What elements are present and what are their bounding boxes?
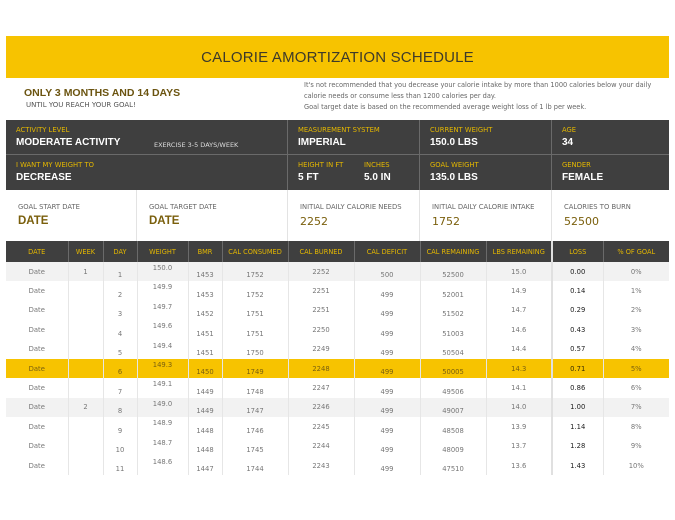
day-cell: 9 [103, 417, 137, 436]
bmr-cell: 1453 [188, 262, 222, 281]
pct-goal-cell: 9% [630, 442, 642, 451]
weight-cell: 149.4 [137, 340, 188, 359]
cal-burned-cell: 2252 [288, 262, 354, 281]
pct-goal-cell: 0% [603, 262, 669, 281]
pct-goal-cell: 4% [630, 345, 642, 354]
week-cell [68, 281, 103, 300]
col-lbs-remaining[interactable]: LBS REMAINING [486, 241, 552, 262]
cal-burned-cell: 2247 [288, 378, 354, 397]
cal-remaining-cell: 48508 [420, 417, 486, 436]
measurement-system-value[interactable]: IMPERIAL [298, 137, 346, 148]
pct-goal-cell: 3% [630, 325, 642, 334]
table-row [6, 456, 669, 475]
age-field[interactable] [552, 120, 669, 155]
loss-cell: 0.43 [552, 320, 603, 339]
date-cell: Date [6, 340, 68, 359]
goal-target-date-cell [137, 190, 288, 241]
cal-burned-cell: 2248 [288, 359, 354, 378]
table-row [6, 398, 669, 417]
date-cell: Date [6, 417, 68, 436]
goals-panel [6, 190, 669, 241]
cal-remaining-cell: 52500 [420, 262, 486, 281]
date-cell: Date [6, 359, 68, 378]
pct-goal-cell: 1% [630, 287, 642, 296]
profile-row-2 [6, 155, 669, 190]
cal-consumed-cell: 1751 [222, 320, 288, 339]
col-day[interactable]: DAY [103, 241, 137, 262]
daily-needs-cell [288, 190, 420, 241]
schedule-table [6, 241, 669, 475]
pct-goal-cell: 7% [603, 398, 669, 417]
col-cal-remaining[interactable]: CAL REMAINING [420, 241, 486, 262]
weight-direction-label: I WANT MY WEIGHT TO [16, 161, 94, 169]
cal-remaining-cell: 48009 [420, 437, 486, 456]
height-in-label: INCHES [364, 161, 390, 169]
profile-row-1 [6, 120, 669, 155]
day-cell: 10 [103, 437, 137, 456]
profile-panel [6, 120, 669, 190]
day-cell: 8 [103, 398, 137, 417]
activity-level-detail: EXERCISE 3-5 DAYS/WEEK [154, 141, 239, 149]
cal-deficit-cell: 499 [354, 301, 420, 320]
weight-cell: 149.7 [137, 301, 188, 320]
cal-burned-cell: 2251 [288, 301, 354, 320]
calories-to-burn-value: 52500 [564, 215, 599, 228]
current-weight-field[interactable] [420, 120, 552, 155]
weight-direction-field[interactable] [6, 155, 288, 190]
day-cell: 6 [103, 359, 137, 378]
week-cell [68, 359, 103, 378]
loss-cell: 1.00 [552, 398, 603, 417]
weight-cell: 148.9 [137, 417, 188, 436]
cal-burned-cell: 2243 [288, 456, 354, 475]
table-row [6, 417, 669, 436]
bmr-cell: 1453 [188, 281, 222, 300]
cal-deficit-cell: 499 [354, 456, 420, 475]
lbs-remaining-cell: 13.9 [486, 417, 552, 436]
time-to-goal-subline: UNTIL YOU REACH YOUR GOAL! [26, 101, 136, 109]
col-week[interactable]: WEEK [68, 241, 103, 262]
loss-cell: 1.28 [552, 437, 603, 456]
lbs-remaining-cell: 13.7 [486, 437, 552, 456]
current-weight-label: CURRENT WEIGHT [430, 126, 493, 134]
weight-cell: 149.0 [137, 398, 188, 417]
bmr-cell: 1452 [188, 301, 222, 320]
cal-burned-cell: 2246 [288, 398, 354, 417]
col-cal-deficit[interactable]: CAL DEFICIT [354, 241, 420, 262]
table-row [6, 320, 669, 339]
time-to-goal-headline: ONLY 3 MONTHS AND 14 DAYS [24, 87, 181, 99]
loss-cell: 0.71 [552, 359, 603, 378]
note-line-1: It's not recommended that you decrease your calorie intake by more than 1000 calories below your daily calorie needs or consume less than 1200 calories per day. [304, 81, 652, 100]
schedule-header-row [6, 241, 669, 262]
date-cell: Date [6, 378, 68, 397]
lbs-remaining-cell: 13.6 [486, 456, 552, 475]
bmr-cell: 1447 [188, 456, 222, 475]
date-cell: Date [6, 301, 68, 320]
cal-remaining-cell: 50005 [420, 359, 486, 378]
date-cell: Date [6, 437, 68, 456]
date-cell: Date [6, 262, 68, 281]
weight-direction-value[interactable]: DECREASE [16, 172, 72, 183]
loss-cell: 0.00 [552, 262, 603, 281]
day-cell: 5 [103, 340, 137, 359]
cal-deficit-cell: 499 [354, 359, 420, 378]
bmr-cell: 1450 [188, 359, 222, 378]
measurement-system-field[interactable] [288, 120, 420, 155]
weight-cell: 148.6 [137, 456, 188, 475]
summary-section [6, 78, 669, 120]
height-field[interactable] [288, 155, 420, 190]
bmr-cell: 1449 [188, 378, 222, 397]
col-loss[interactable]: LOSS [552, 241, 603, 262]
cal-deficit-cell: 499 [354, 437, 420, 456]
gender-value[interactable]: FEMALE [562, 172, 604, 183]
cal-burned-cell: 2249 [288, 340, 354, 359]
cal-burned-cell: 2250 [288, 320, 354, 339]
cal-remaining-cell: 51003 [420, 320, 486, 339]
daily-needs-value: 2252 [300, 215, 328, 228]
cal-consumed-cell: 1749 [222, 359, 288, 378]
date-cell: Date [6, 281, 68, 300]
day-cell: 11 [103, 456, 137, 475]
bmr-cell: 1451 [188, 320, 222, 339]
gender-label: GENDER [562, 161, 591, 169]
day-cell: 3 [103, 301, 137, 320]
day-cell: 4 [103, 320, 137, 339]
height-ft-label: HEIGHT IN FT [298, 161, 344, 169]
day-cell: 1 [103, 262, 137, 281]
daily-needs-label: INITIAL DAILY CALORIE NEEDS [300, 203, 402, 211]
page-title: CALORIE AMORTIZATION SCHEDULE [201, 48, 474, 66]
age-label: AGE [562, 126, 577, 134]
cal-deficit-cell: 499 [354, 417, 420, 436]
week-cell [68, 301, 103, 320]
table-row [6, 378, 669, 397]
weight-cell: 149.6 [137, 320, 188, 339]
col-date[interactable]: DATE [6, 241, 68, 262]
loss-cell: 0.14 [552, 281, 603, 300]
cal-consumed-cell: 1751 [222, 301, 288, 320]
weight-cell: 149.1 [137, 378, 188, 397]
goal-weight-field[interactable] [420, 155, 552, 190]
col-cal-consumed[interactable]: CAL CONSUMED [222, 241, 288, 262]
daily-intake-cell [420, 190, 552, 241]
cal-deficit-cell: 499 [354, 340, 420, 359]
loss-cell: 1.14 [552, 417, 603, 436]
goal-start-date-cell [6, 190, 137, 241]
bmr-cell: 1448 [188, 437, 222, 456]
note-line-2: Goal target date is based on the recommended average weight loss of 1 lb per week. [304, 103, 587, 111]
cal-remaining-cell: 49506 [420, 378, 486, 397]
activity-level-value[interactable]: MODERATE ACTIVITY [16, 137, 121, 148]
goal-target-date-label: GOAL TARGET DATE [149, 203, 217, 211]
weight-cell: 150.0 [137, 262, 188, 281]
pct-goal-cell: 5% [603, 359, 669, 378]
week-cell [68, 437, 103, 456]
lbs-remaining-cell: 14.4 [486, 340, 552, 359]
cal-remaining-cell: 52001 [420, 281, 486, 300]
table-row [6, 340, 669, 359]
cal-deficit-cell: 500 [354, 262, 420, 281]
date-cell: Date [6, 456, 68, 475]
col-bmr[interactable]: BMR [188, 241, 222, 262]
cal-consumed-cell: 1752 [222, 262, 288, 281]
cal-consumed-cell: 1752 [222, 281, 288, 300]
col-cal-burned[interactable]: CAL BURNED [288, 241, 354, 262]
cal-burned-cell: 2244 [288, 437, 354, 456]
activity-level-label: ACTIVITY LEVEL [16, 126, 70, 134]
height-ft-value[interactable]: 5 FT [298, 172, 319, 183]
calories-to-burn-cell [552, 190, 669, 241]
col-pct-goal[interactable]: % OF GOAL [603, 241, 669, 262]
lbs-remaining-cell: 14.3 [486, 359, 552, 378]
table-row [6, 359, 669, 378]
cal-consumed-cell: 1745 [222, 437, 288, 456]
pct-goal-cell: 8% [630, 422, 642, 431]
recommendation-note [304, 80, 669, 113]
cal-consumed-cell: 1747 [222, 398, 288, 417]
goal-target-date-value: DATE [149, 215, 180, 227]
calories-to-burn-label: CALORIES TO BURN [564, 203, 631, 211]
weight-cell: 149.9 [137, 281, 188, 300]
daily-intake-value: 1752 [432, 215, 460, 228]
date-cell: Date [6, 398, 68, 417]
day-cell: 7 [103, 378, 137, 397]
week-cell [68, 456, 103, 475]
cal-remaining-cell: 49007 [420, 398, 486, 417]
col-weight[interactable]: WEIGHT [137, 241, 188, 262]
cal-consumed-cell: 1748 [222, 378, 288, 397]
cal-remaining-cell: 50504 [420, 340, 486, 359]
loss-cell: 1.43 [552, 456, 603, 475]
cal-remaining-cell: 51502 [420, 301, 486, 320]
height-in-value[interactable]: 5.0 IN [364, 172, 391, 183]
bmr-cell: 1451 [188, 340, 222, 359]
date-cell: Date [6, 320, 68, 339]
day-cell: 2 [103, 281, 137, 300]
goal-start-date-label: GOAL START DATE [18, 203, 80, 211]
loss-cell: 0.57 [552, 340, 603, 359]
current-weight-value[interactable]: 150.0 LBS [430, 137, 478, 148]
lbs-remaining-cell: 14.9 [486, 281, 552, 300]
week-cell: 1 [68, 262, 103, 281]
goal-weight-value[interactable]: 135.0 LBS [430, 172, 478, 183]
lbs-remaining-cell: 14.0 [486, 398, 552, 417]
cal-deficit-cell: 499 [354, 398, 420, 417]
table-row [6, 437, 669, 456]
table-row [6, 262, 669, 281]
goal-weight-label: GOAL WEIGHT [430, 161, 479, 169]
lbs-remaining-cell: 14.7 [486, 301, 552, 320]
loss-cell: 0.29 [552, 301, 603, 320]
cal-consumed-cell: 1744 [222, 456, 288, 475]
activity-level-field[interactable] [6, 120, 288, 155]
cal-consumed-cell: 1746 [222, 417, 288, 436]
loss-cell: 0.86 [552, 378, 603, 397]
bmr-cell: 1448 [188, 417, 222, 436]
cal-deficit-cell: 499 [354, 378, 420, 397]
week-cell [68, 417, 103, 436]
goal-start-date-value[interactable]: DATE [18, 215, 49, 227]
title-banner [6, 36, 669, 78]
week-cell: 2 [68, 398, 103, 417]
cal-deficit-cell: 499 [354, 281, 420, 300]
weight-cell: 148.7 [137, 437, 188, 456]
table-row [6, 281, 669, 300]
pct-goal-cell: 10% [628, 461, 644, 470]
bmr-cell: 1449 [188, 398, 222, 417]
week-cell [68, 320, 103, 339]
age-value[interactable]: 34 [562, 137, 574, 148]
cal-remaining-cell: 47510 [420, 456, 486, 475]
pct-goal-cell: 6% [630, 384, 642, 393]
lbs-remaining-cell: 14.6 [486, 320, 552, 339]
pct-goal-cell: 2% [630, 306, 642, 315]
cal-consumed-cell: 1750 [222, 340, 288, 359]
cal-burned-cell: 2245 [288, 417, 354, 436]
weight-cell: 149.3 [137, 359, 188, 378]
cal-deficit-cell: 499 [354, 320, 420, 339]
gender-field[interactable] [552, 155, 669, 190]
lbs-remaining-cell: 15.0 [486, 262, 552, 281]
cal-burned-cell: 2251 [288, 281, 354, 300]
daily-intake-label: INITIAL DAILY CALORIE INTAKE [432, 203, 535, 211]
week-cell [68, 340, 103, 359]
table-row [6, 301, 669, 320]
week-cell [68, 378, 103, 397]
measurement-system-label: MEASUREMENT SYSTEM [298, 126, 380, 134]
lbs-remaining-cell: 14.1 [486, 378, 552, 397]
